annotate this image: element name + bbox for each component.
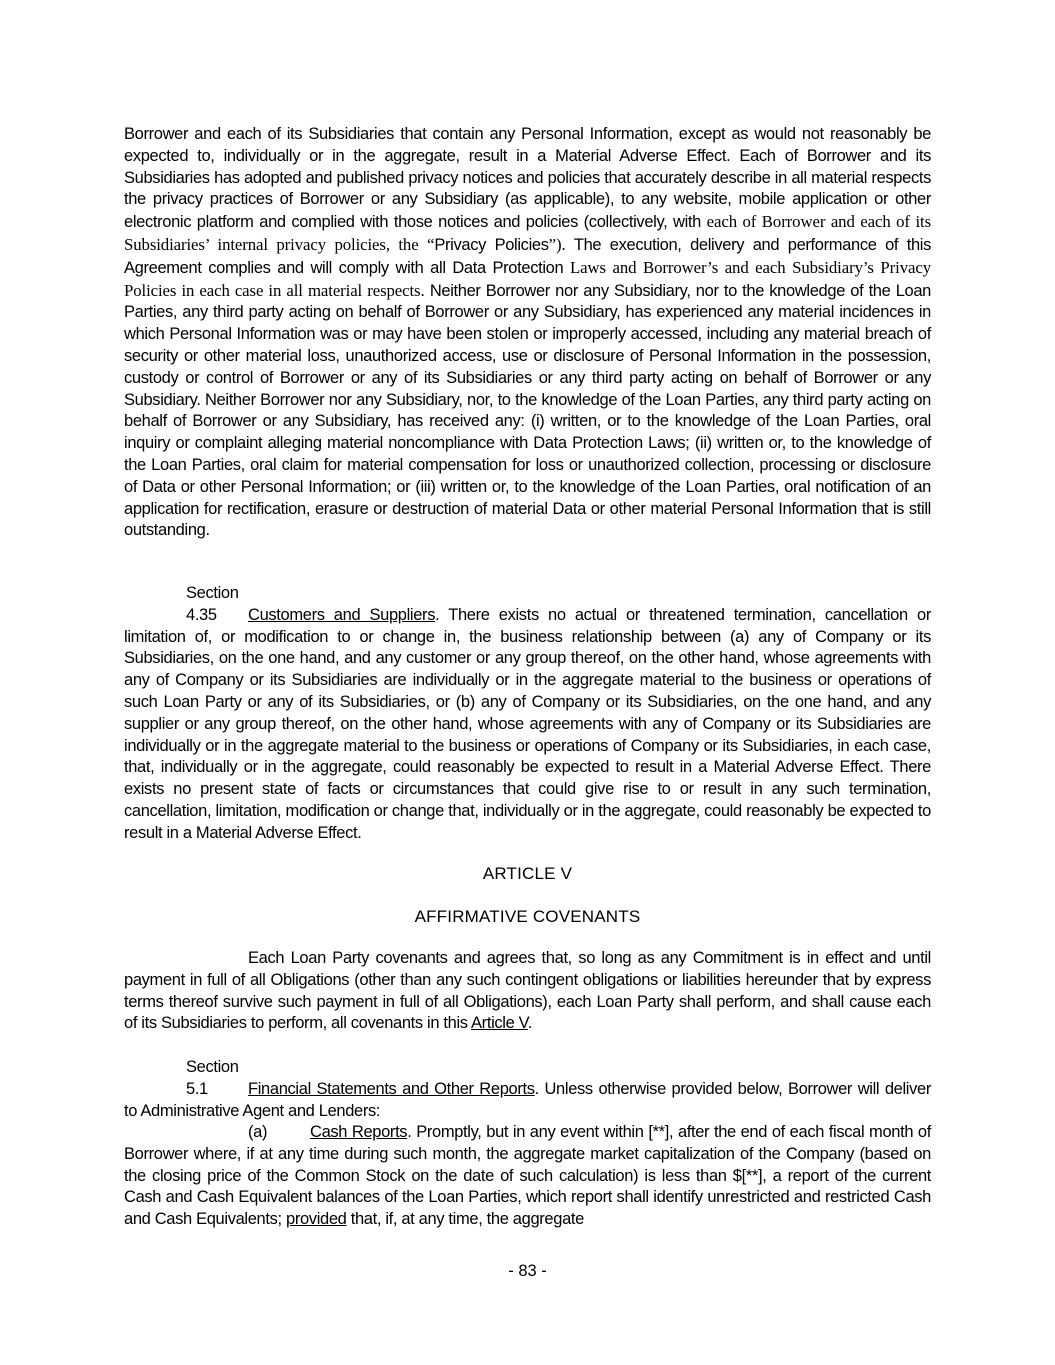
section-5-1-title: Financial Statements and Other Reports xyxy=(248,1079,535,1098)
section-4-35-text: . There exists no actual or threatened termination, cancellation or limitation of, or modification to or change in, the business relationship between (a) any of Company or its Subsidiaries, on the one hand, and any customer or any group thereof, on the other hand, whose agreements with any of Company or its Subsidiaries are individually or in the aggregate material to the business or operations of such Loan Party or any of its Subsidiaries, or (b) any of Company or its Subsidiaries, on the one hand, and any supplier or any group thereof, on the other hand, whose agreements with any of Company or its Subsidiaries are individually or in the aggregate material to the business or operations of Company or its Subsidiaries, in each case, that, individually or in the aggregate, could reasonably be expected to result in a Material Adverse Effect. There exists no present state of facts or circumstances that could give rise to or result in any such termination, cancellation, limitation, modification or change that, individually or in the aggregate, could reasonably be expected to result in a Material Adverse Effect. xyxy=(124,605,931,842)
privacy-text-serif-3: Laws and Borrower’s and each Subsidiary’s Privacy Policies in each case in all material respects. xyxy=(124,257,931,300)
paragraph-privacy xyxy=(124,124,931,542)
privacy-text-c: Neither Borrower nor any Subsidiary, nor to the knowledge of the Loan Parties, any third party acting on behalf of Borrower or any Subsidiary, has experienced any material incidences in which Personal Information was or may have been stolen or improperly accessed, including any material breach of security or other material loss, unauthorized access, use or disclosure of Personal Information in the possession, custody or control of Borrower or any of its Subsidiaries or any third party acting on behalf of Borrower or any Subsidiary. Neither Borrower nor any Subsidiary, nor, to the knowledge of the Loan Parties, any third party acting on behalf of Borrower or any Subsidiary, has received any: (i) written, or to the knowledge of the Loan Parties, oral inquiry or complaint alleging material noncompliance with Data Protection Laws; (ii) written or, to the knowledge of the Loan Parties, oral claim for material compensation for loss or unauthorized collection, processing or disclosure of Data or other Personal Information; or (iii) written or, to the knowledge of the Loan Parties, oral notification of an application for rectification, erasure or destruction of material Data or other material Personal Information that is still outstanding. xyxy=(124,281,932,540)
clause-a-text: . Promptly, but in any event within [**], after the end of each fiscal month of Borrower where, if at any time during such month, the aggregate market capitalization of the Company (based on the closing price of the Common Stock on the date of such calculation) is less than $[**], a report of the current Cash and Cash Equivalent balances of the Loan Parties, which report shall identify unrestricted and restricted Cash and Cash Equivalents; xyxy=(124,1123,931,1229)
privacy-text-serif-2: ”). xyxy=(548,234,566,254)
section-4-35-number: Section 4.35 xyxy=(186,584,239,624)
privacy-text-serif-1: each of Borrower and each of its Subsidiaries’ internal privacy policies, the “ xyxy=(124,212,931,254)
section-4-35-title: Customers and Suppliers xyxy=(248,605,436,624)
clause-a-provided: provided xyxy=(286,1210,347,1229)
privacy-text-b: The execution, delivery and performance of this Agreement complies and will comply with all Data Protection xyxy=(124,235,932,277)
clause-a xyxy=(124,1122,931,1231)
section-5-1 xyxy=(124,1057,931,1122)
article-intro-end: . xyxy=(527,1014,533,1033)
privacy-policies-term: Privacy Policies xyxy=(434,235,549,254)
article-heading: ARTICLE V xyxy=(482,864,573,883)
clause-a-title: Cash Reports xyxy=(310,1123,408,1141)
section-5-1-text: . Unless otherwise provided below, Borrower will deliver to Administrative Agent and Lenders: xyxy=(124,1079,931,1120)
article-title: AFFIRMATIVE COVENANTS xyxy=(414,907,641,926)
page-number: - 83 - xyxy=(508,1262,547,1280)
privacy-text-a: Borrower and each of its Subsidiaries that contain any Personal Information, except as would not reasonably be expected to, individually or in the aggregate, result in a Material Adverse Effect. Each of Borrower and its Subsidiaries has adopted and published privacy notices and policies that accurately describe in all material respects the privacy practices of Borrower or any Subsidiary (as applicable), to any website, mobile application or other electronic platform and complied with those notices and policies (collectively, with xyxy=(124,125,931,232)
article-intro-text: Each Loan Party covenants and agrees that, so long as any Commitment is in effect and until payment in full of all Obligations (other than any such contingent obligations or liabilities hereunder that by express terms thereof survive such payment in full of all Obligations), each Loan Party shall perform, and shall cause each of its Subsidiaries to perform, all covenants in this xyxy=(124,949,931,1033)
section-5-1-number: Section 5.1 xyxy=(186,1058,239,1098)
section-4-35 xyxy=(124,583,931,845)
article-intro xyxy=(124,948,931,1035)
clause-a-end: that, if, at any time, the aggregate xyxy=(346,1210,584,1229)
clause-a-label: (a) xyxy=(248,1123,268,1141)
article-v-reference: Article V xyxy=(471,1014,528,1033)
